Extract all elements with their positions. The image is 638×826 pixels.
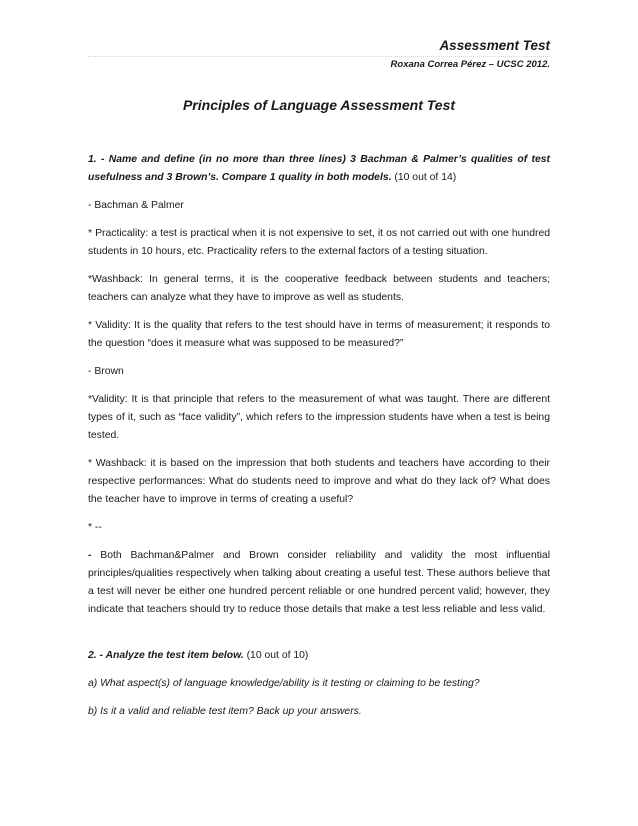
header-subtitle: Roxana Correa Pérez – UCSC 2012. (390, 59, 550, 70)
comparison-text: Both Bachman&Palmer and Brown consider reliability and validity the most influential principles/qualities respectively when talking about creating a useful test. These authors believe that a test will never be either one hundred percent reliable or one hundred percent valid; however, they indicate that teachers should try to reduce those details that make a test less reliable and less valid. (88, 550, 550, 615)
brown-blank-item: * -- (88, 522, 102, 533)
question-1-prompt: 1. - Name and define (in no more than three lines) 3 Bachman & Palmer’s qualities of test usefulness and 3 Brown’s. Compare 1 quality in both models. (88, 154, 550, 183)
question-2b: b) Is it a valid and reliable test item? Back up your answers. (88, 706, 362, 717)
brown-heading: - Brown (88, 366, 124, 377)
document-body (88, 151, 550, 731)
bp-validity-paragraph: * Validity: It is the quality that refers to the test should have in terms of measurement; it responds to the question “does it measure what was supposed to be measured?” (88, 320, 550, 349)
question-1 (88, 151, 550, 187)
section-spacer (88, 629, 550, 647)
header-rule (88, 56, 550, 57)
bp-washback-paragraph: *Washback: In general terms, it is the cooperative feedback between students and teachers; teachers can analyze what they have to improve as well as students. (88, 274, 550, 303)
question-2 (88, 647, 550, 665)
question-2-score: (10 out of 10) (243, 650, 309, 661)
comparison-paragraph (88, 547, 550, 619)
question-2-prompt: 2. - Analyze the test item below. (88, 650, 244, 661)
question-2a: a) What aspect(s) of language knowledge/ability is it testing or claiming to be testing? (88, 678, 480, 689)
brown-washback-paragraph: * Washback: it is based on the impression that both students and teachers have according to their respective performances: What do students need to improve and what do they lack of? What does the teacher have to improve in terms of creating a useful? (88, 458, 550, 505)
question-1-score: (10 out of 14) (391, 172, 457, 183)
header-title: Assessment Test (439, 38, 550, 53)
bp-practicality-paragraph: * Practicality: a test is practical when it is not expensive to set, it os not carried out with one hundred students in 10 hours, etc. Practicality refers to the external factors of a testing situation. (88, 228, 550, 257)
comparison-dash: - (88, 550, 92, 561)
document-title: Principles of Language Assessment Test (182, 97, 456, 113)
brown-validity-paragraph: *Validity: It is that principle that refers to the measurement of what was taught. There are different types of it, such as “face validity”, which refers to the impression students have when a test is being tested. (88, 394, 550, 441)
bachman-palmer-heading: - Bachman & Palmer (88, 200, 184, 211)
